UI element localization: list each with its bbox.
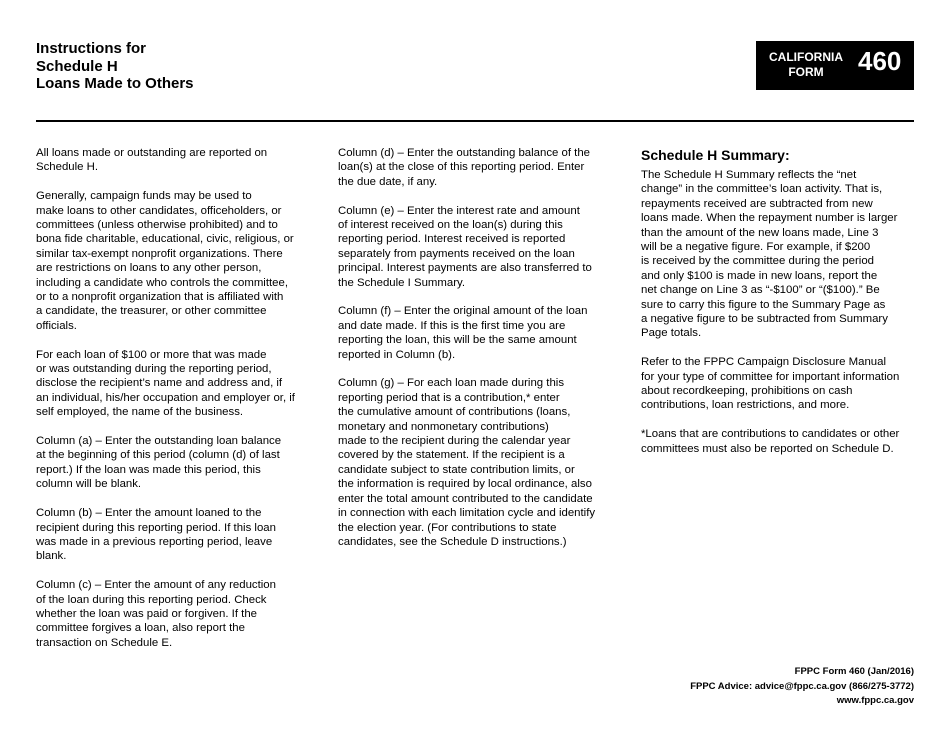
paragraph: *Loans that are contributions to candidates or other committees must also be reported on Schedule D. [641,428,900,455]
title-line: Loans Made to Others [36,75,194,92]
footer-website: www.fppc.ca.gov [836,695,914,706]
title-line: Schedule H [36,57,118,75]
form-number: 460 [858,46,902,76]
paragraph: Column (e) – Enter the interest rate and amount of interest received on the loan(s) during this reporting period. Interest received is reported separately from payments received on the loan principal. Interest payments are also transferred to the Schedule I Summary. [338,204,592,289]
form-badge-label-line: CALIFORNIA [769,50,843,64]
column-general-instructions [36,146,321,665]
title-line: Instructions for [36,40,147,57]
paragraph: Column (b) – Enter the amount loaned to the recipient during this reporting period. If this loan was made in a previous reporting period, leave blank. [36,507,276,563]
paragraph: For each loan of $100 or more that was made or was outstanding during the reporting period, disclose the recipient’s name and address and, if an individual, his/her occupation and employer or, if self employed, the name of the business. [36,348,295,419]
paragraph: Column (d) – Enter the outstanding balance of the loan(s) at the close of this reporting period. Enter the due date, if any. [338,147,591,188]
footer-form-id: FPPC Form 460 (Jan/2016) [794,666,914,677]
column-summary [641,146,926,470]
page-footer [690,665,914,709]
paragraph: Column (g) – For each loan made during this reporting period that is a contribution,* enter the cumulative amount of contributions (loans, monetary and nonmonetary contributions) made to the recipient during the calendar year covered by the statement. If the recipient is a candidate subject to state contribution limits, or the information is required by local ordinance, also enter the total amount contributed to the candidate in connection with each limitation cycle and identify the election year. (For contributions to state candidates, see the Schedule D instructions.) [338,377,596,548]
section-heading: Schedule H Summary: [641,147,790,163]
form-badge [756,41,914,90]
header-divider [36,120,914,122]
footer-advice: FPPC Advice: advice@fppc.ca.gov (866/275-3772) [690,680,914,692]
paragraph: Refer to the FPPC Campaign Disclosure Manual for your type of committee for important information about recordkeeping, prohibitions on cash contributions, loan restrictions, and more. [641,356,900,412]
paragraph: Column (a) – Enter the outstanding loan balance at the beginning of this period (column (d) of last report.) If the loan was made this period, this column will be blank. [36,435,282,491]
paragraph: Column (c) – Enter the amount of any reduction of the loan during this reporting period. Check whether the loan was paid or forgiven. If the committee forgives a loan, also report the transaction on Schedule E. [36,579,276,649]
form-badge-label [766,50,846,80]
page-title [36,40,194,93]
paragraph: Column (f) – Enter the original amount of the loan and date made. If this is the first time you are reporting the loan, this will be the same amount reported in Column (b). [338,305,588,361]
paragraph: All loans made or outstanding are reported on Schedule H. [36,147,268,174]
column-field-instructions [338,146,623,564]
paragraph: The Schedule H Summary reflects the “net change” in the committee’s loan activity. That is, repayments received are subtracted from new loans made. When the repayment number is larger than the amount of the new loans made, Line 3 will be a negative figure. For example, if $200 is received by the committee during the period and only $100 is made in new loans, report the net change on Line 3 as “-$100” or “($100).” Be sure to carry this figure to the Summary Page as a negative figure to be subtracted from Summary Page totals. [641,169,898,340]
paragraph: Generally, campaign funds may be used to make loans to other candidates, officeholders, or committees (unless otherwise prohibited) and to bona fide charitable, educational, civic, religious, or similar tax-exempt nonprofit organizations. There are restrictions on loans to any other person, including a candidate who controls the committee, or to a nonprofit organization that is affiliated with a candidate, the treasurer, or other committee officials. [36,190,294,332]
form-badge-label-line: FORM [788,65,824,79]
